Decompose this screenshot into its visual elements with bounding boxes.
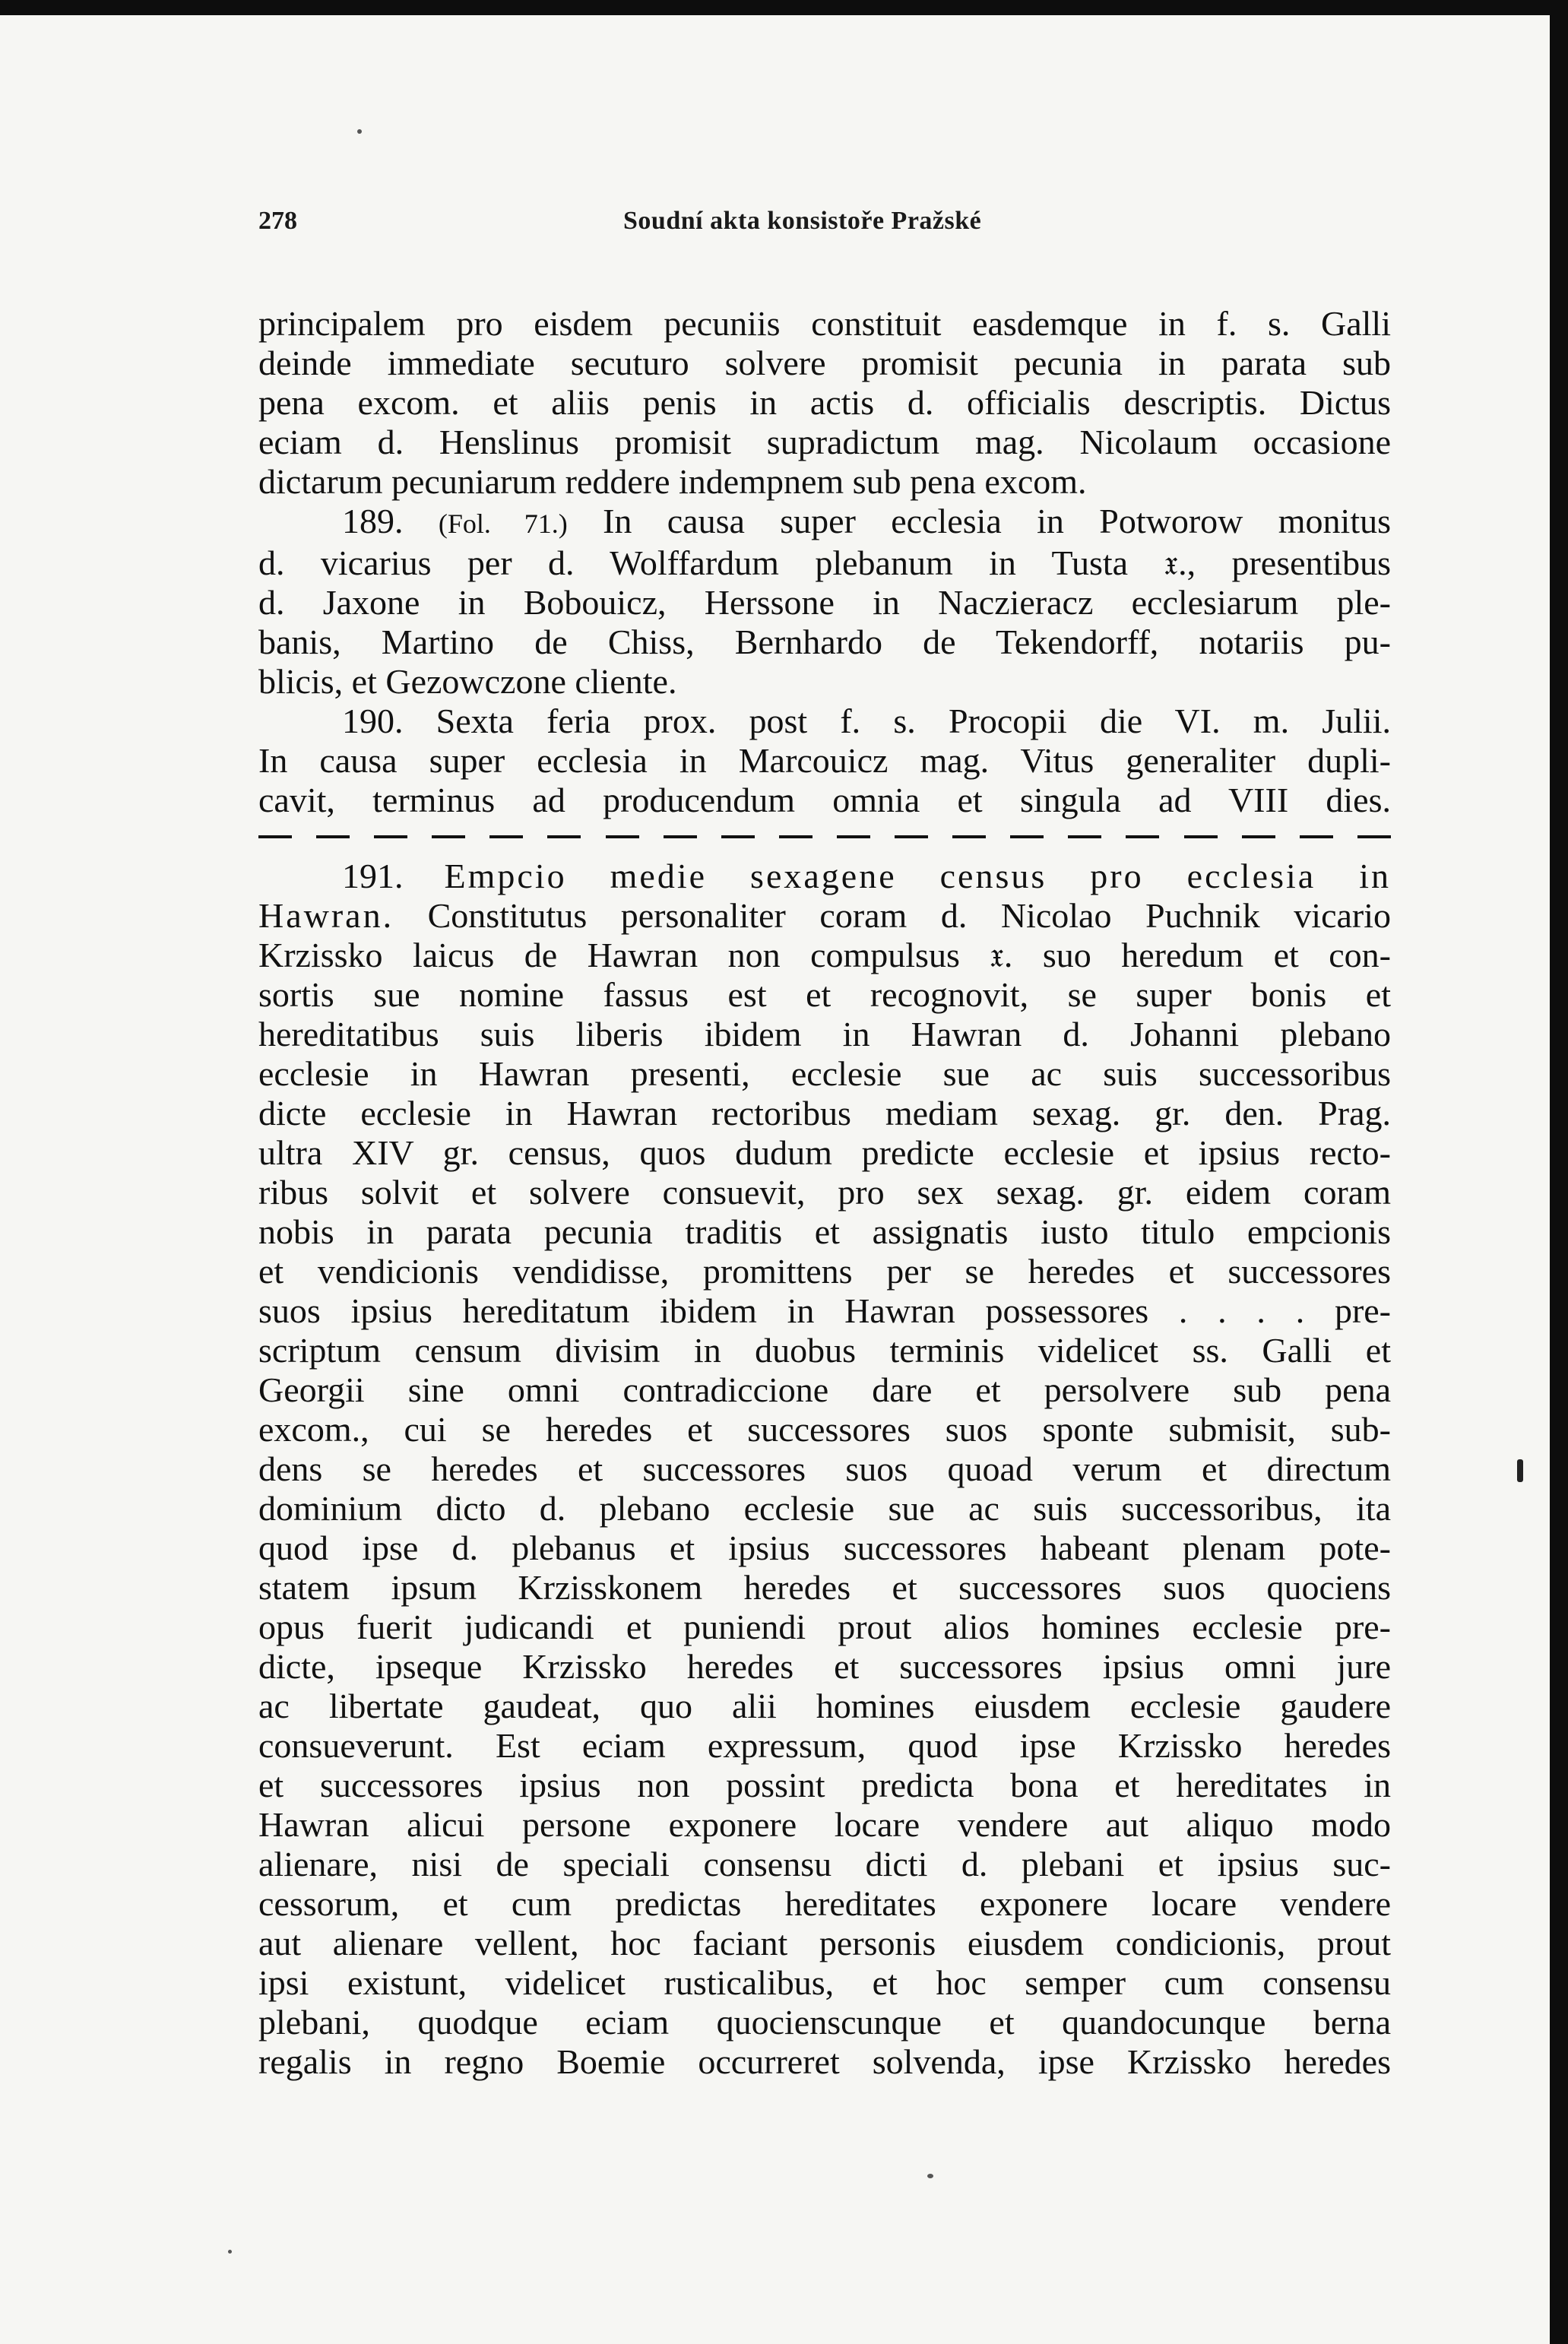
text-line: alienare, nisi de speciali consensu dicti d. plebani et ipsius suc- (258, 1845, 1391, 1883)
text-line: suos ipsius hereditatum ibidem in Hawran possessores . . . . pre- (258, 1291, 1391, 1330)
scan-right-edge (1550, 0, 1568, 2344)
text-line: banis, Martino de Chiss, Bernhardo de Tekendorff, notariis pu- (258, 622, 1391, 661)
entry-number: 191. (342, 857, 404, 895)
text-line: sortis sue nomine fassus est et recognovit, se super bonis et (258, 975, 1391, 1014)
text-line: d. Jaxone in Bobouicz, Herssone in Naczieracz ecclesiarum ple- (258, 583, 1391, 622)
entry-191 (258, 857, 1391, 2082)
entry-title-line (258, 857, 1391, 896)
text-line: dominium dicto d. plebano ecclesie sue ac suis successoribus, ita (258, 1489, 1391, 1528)
entry-text: Constitutus personaliter coram d. Nicolao Puchnik vicario (427, 896, 1392, 935)
text-line: In causa super ecclesia in Marcouicz mag. Vitus generaliter dupli- (258, 741, 1391, 780)
page-body (258, 304, 1391, 2082)
entry-title: Empcio medie sexagene census pro ecclesia in (444, 857, 1392, 895)
text-line: ribus solvit et solvere consuevit, pro sex sexag. gr. eidem coram (258, 1173, 1391, 1212)
text-line: dicte, ipseque Krzissko heredes et successores ipsius omni jure (258, 1647, 1391, 1686)
text-line: Krzissko laicus de Hawran non compulsus 𝔵. suo heredum et con- (258, 936, 1391, 974)
text-line: et vendicionis vendidisse, promittens per se heredes et successores (258, 1252, 1391, 1291)
page-header (258, 207, 1399, 245)
text-line: statem ipsum Krzisskonem heredes et successores suos quociens (258, 1568, 1391, 1607)
scan-speck (1517, 1459, 1523, 1482)
scan-top-edge (0, 0, 1568, 15)
text-line: eciam d. Henslinus promisit supradictum mag. Nicolaum occasione (258, 423, 1391, 461)
text-line: dens se heredes et successores suos quoad verum et directum (258, 1449, 1391, 1488)
text-line: quod ipse d. plebanus et ipsius successores habeant plenam pote- (258, 1528, 1391, 1567)
text-line: deinde immediate secuturo solvere promisit pecunia in parata sub (258, 344, 1391, 382)
text-line: blicis, et Gezowczone cliente. (258, 662, 677, 701)
entry-189 (258, 502, 1391, 702)
text-line: hereditatibus suis liberis ibidem in Hawran d. Johanni plebano (258, 1015, 1391, 1053)
book-page (0, 15, 1551, 2344)
text-line (258, 896, 1391, 936)
text-line: ultra XIV gr. census, quos dudum predicte ecclesie et ipsius recto- (258, 1133, 1391, 1172)
scan-speck (927, 2174, 933, 2178)
text-line: cavit, terminus ad producendum omnia et singula ad VIII dies. (258, 781, 1391, 819)
folio-reference: (Fol. 71.) (438, 508, 568, 539)
scan-speck (228, 2250, 232, 2254)
text-line: excom., cui se heredes et successores suos sponte submisit, sub- (258, 1410, 1391, 1449)
text-line: aut alienare vellent, hoc faciant personis eiusdem condicionis, prout (258, 1924, 1391, 1962)
text-line: pena excom. et aliis penis in actis d. officialis descriptis. Dictus (258, 383, 1391, 422)
paragraph-continuation (258, 304, 1391, 502)
entry-title-end: Hawran. (258, 896, 394, 935)
entry-number: 189. (342, 502, 404, 540)
text-line: dicte ecclesie in Hawran rectoribus mediam sexag. gr. den. Prag. (258, 1094, 1391, 1132)
text-line: et successores ipsius non possint predicta bona et hereditates in (258, 1766, 1391, 1804)
dash-separator (258, 823, 1391, 850)
text-line: regalis in regno Boemie occurreret solvenda, ipse Krzissko heredes (258, 2042, 1391, 2081)
text-line: scriptum censum divisim in duobus terminis videlicet ss. Galli et (258, 1331, 1391, 1370)
text-line: ecclesie in Hawran presenti, ecclesie sue ac suis successoribus (258, 1054, 1391, 1093)
text-line: Hawran alicui persone exponere locare vendere aut aliquo modo (258, 1805, 1391, 1844)
text-line: consueverunt. Est eciam expressum, quod ipse Krzissko heredes (258, 1726, 1391, 1765)
entry-190 (258, 702, 1391, 820)
running-title: Soudní akta konsistoře Pražské (623, 207, 982, 235)
text-line: ac libertate gaudeat, quo alii homines eiusdem ecclesie gaudere (258, 1687, 1391, 1725)
scan-speck (357, 129, 362, 134)
text-line: principalem pro eisdem pecuniis constituit easdemque in f. s. Galli (258, 304, 1391, 343)
text-line: d. vicarius per d. Wolffardum plebanum in Tusta 𝔵., presentibus (258, 543, 1391, 582)
text-line: cessorum, et cum predictas hereditates exponere locare vendere (258, 1884, 1391, 1923)
text-line: plebani, quodque eciam quocienscunque et quandocunque berna (258, 2003, 1391, 2041)
entry-text: In causa super ecclesia in Potworow monitus (603, 502, 1392, 540)
text-line: opus fuerit judicandi et puniendi prout alios homines ecclesie pre- (258, 1608, 1391, 1646)
entry-first-line: 190. Sexta feria prox. post f. s. Procopii die VI. m. Julii. (342, 702, 1391, 740)
text-line: dictarum pecuniarum reddere indempnem sub pena excom. (258, 462, 1087, 501)
text-line: nobis in parata pecunia traditis et assignatis iusto titulo empcionis (258, 1212, 1391, 1251)
text-line: ipsi existunt, videlicet rusticalibus, et hoc semper cum consensu (258, 1963, 1391, 2002)
text-line: Georgii sine omni contradiccione dare et persolvere sub pena (258, 1370, 1391, 1409)
entry-first-line (258, 502, 1391, 543)
page-number: 278 (258, 207, 297, 235)
